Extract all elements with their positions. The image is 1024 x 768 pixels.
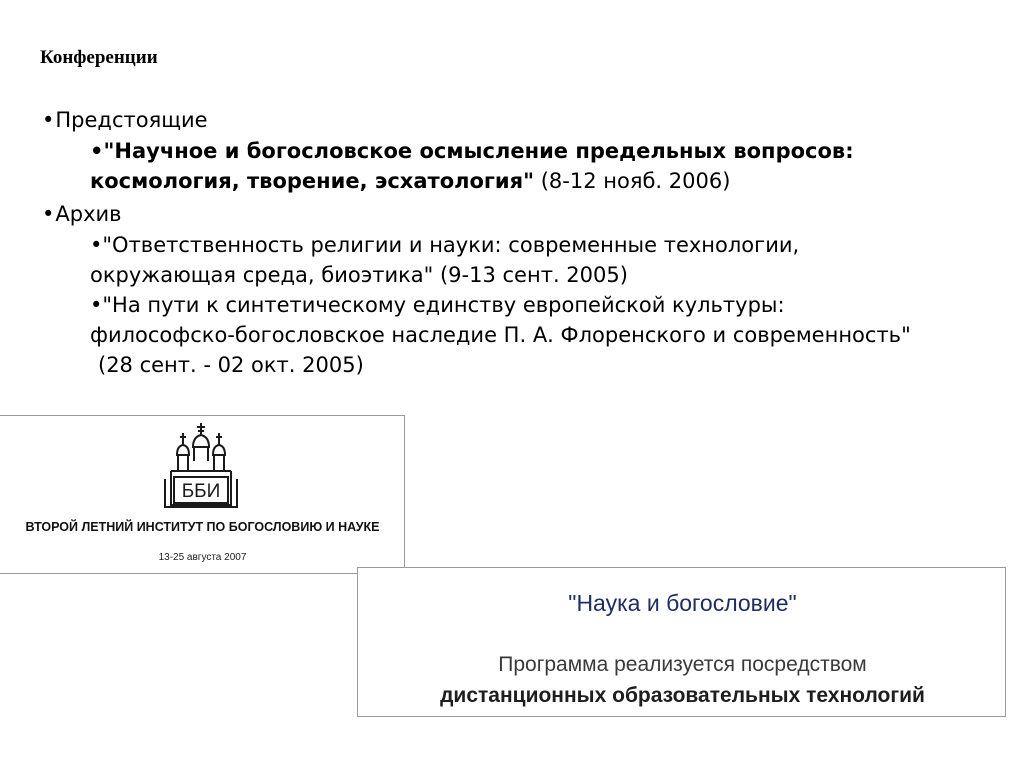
bullet: • [90, 139, 104, 163]
bullet: • [90, 233, 103, 257]
section-upcoming [42, 105, 208, 135]
banner-summer-institute[interactable] [0, 415, 405, 574]
section-upcoming-label: Предстоящие [55, 108, 208, 132]
banner-institute-title: ВТОРОЙ ЛЕТНИЙ ИНСТИТУТ ПО БОГОСЛОВИЮ И НАУКЕ [25, 520, 380, 534]
conference-title-line1: "На пути к синтетическому единству европейской культуры: [102, 293, 785, 317]
conference-title-line2: окружающая среда, биоэтика" (9-13 сент. 2005) [90, 263, 628, 287]
conference-dates: (28 сент. - 02 окт. 2005) [98, 353, 364, 377]
section-archive-label: Архив [55, 202, 122, 226]
conference-dates: (8-12 нояб. 2006) [534, 169, 731, 193]
conference-title-line2: философско-богословское наследие П. А. Флоренского и современность" [90, 323, 911, 347]
banner-science-line2: дистанционных образовательных технологий [440, 684, 925, 707]
banner-science-theology[interactable] [357, 567, 1006, 717]
banner-science-line1: Программа реализуется посредством [498, 653, 867, 676]
conference-title-line1: "Научное и богословское осмысление предельных вопросов: [103, 139, 854, 163]
bullet: • [42, 202, 55, 226]
conference-link-archive-2005-sep[interactable] [90, 230, 799, 290]
logo-text: ББИ [181, 481, 221, 502]
conference-title-line2: космология, творение, эсхатология" [90, 169, 535, 193]
page-title: Конференции [40, 47, 158, 68]
conference-link-upcoming[interactable] [90, 136, 854, 196]
conference-title-line1: "Ответственность религии и науки: современные технологии, [102, 233, 800, 257]
bullet: • [42, 108, 55, 132]
banner-science-title: "Наука и богословие" [568, 590, 797, 616]
banner-institute-date: 13-25 августа 2007 [158, 552, 247, 563]
church-book-logo-icon [161, 421, 241, 511]
section-archive [42, 199, 122, 229]
bullet: • [90, 293, 103, 317]
conference-link-archive-2005-oct[interactable] [90, 290, 911, 380]
